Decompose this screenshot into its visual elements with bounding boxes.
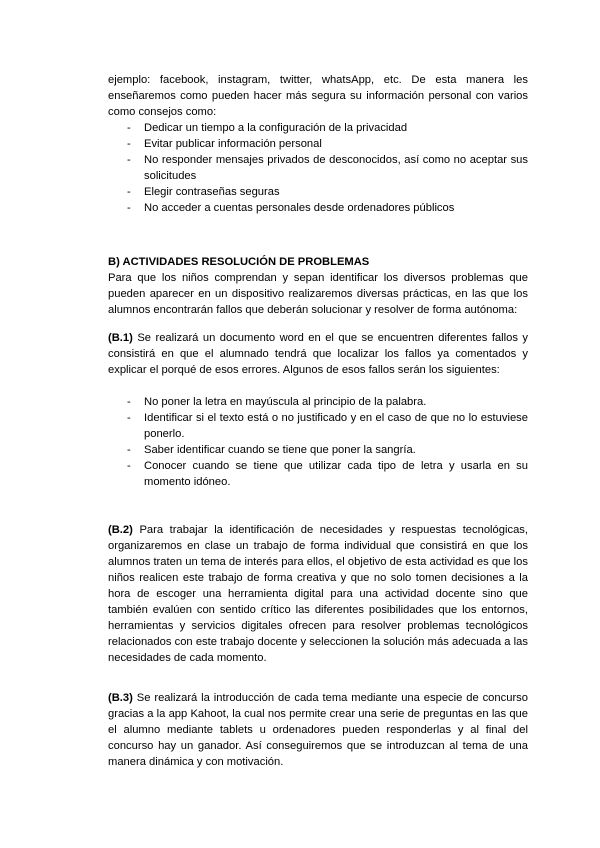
dash-bullet: - bbox=[127, 412, 131, 424]
list-item: - No responder mensajes privados de desconocidos, así como no aceptar sus solicitudes bbox=[127, 154, 528, 182]
activity-b1 bbox=[108, 330, 528, 490]
intro-paragraph: ejemplo: facebook, instagram, twitter, whatsApp, etc. De esta manera les enseñaremos como pueden hacer más segura su información personal con varios como consejos como: bbox=[108, 74, 528, 118]
dash-bullet: - bbox=[127, 460, 131, 472]
list-item: - Elegir contraseñas seguras bbox=[127, 186, 280, 198]
section-heading: B) ACTIVIDADES RESOLUCIÓN DE PROBLEMAS bbox=[108, 256, 370, 268]
activity-b3 bbox=[108, 690, 528, 770]
dash-bullet: - bbox=[127, 396, 131, 408]
dash-bullet: - bbox=[127, 138, 131, 150]
activity-b1-paragraph: (B.1) Se realizará un documento word en el que se encuentren diferentes fallos y consistirá en que el alumnado tendrá que localizar los fallos ya comentados y explicar el porqué de esos errores. Algunos de esos fallos serán los siguientes: bbox=[108, 332, 528, 376]
dash-bullet: - bbox=[127, 202, 131, 214]
activity-b2 bbox=[108, 522, 528, 666]
dash-bullet: - bbox=[127, 186, 131, 198]
activity-b3-paragraph: (B.3) Se realizará la introducción de cada tema mediante una especie de concurso gracias a la app Kahoot, la cual nos permite crear una serie de preguntas en las que el alumno mediante tablets u ordenadores pueden responderlas y al final del concurso hay un ganador. Así conseguiremos que se introduzcan al tema de una manera dinámica y con motivación. bbox=[108, 692, 528, 768]
dash-bullet: - bbox=[127, 444, 131, 456]
activity-label: (B.1) bbox=[108, 332, 133, 344]
section-intro-paragraph: Para que los niños comprendan y sepan identificar los diversos problemas que pueden aparecer en un dispositivo realizaremos diversas prácticas, en las que los alumnos encontrarán fallos que deberán solucionar y resolver de forma autónoma: bbox=[108, 272, 528, 316]
dash-bullet: - bbox=[127, 154, 131, 166]
section-b bbox=[108, 254, 528, 318]
list-item: - Identificar si el texto está o no justificado y en el caso de que no lo estuviese ponerlo. bbox=[127, 412, 528, 440]
privacy-tips-list bbox=[108, 120, 528, 216]
list-item: - No acceder a cuentas personales desde ordenadores públicos bbox=[127, 202, 455, 214]
dash-bullet: - bbox=[127, 122, 131, 134]
list-item: - Evitar publicar información personal bbox=[127, 138, 322, 150]
activity-label: (B.2) bbox=[108, 524, 133, 536]
errors-list bbox=[108, 394, 528, 490]
list-item: - No poner la letra en mayúscula al principio de la palabra. bbox=[127, 396, 427, 408]
intro-section bbox=[108, 72, 528, 216]
activity-label: (B.3) bbox=[108, 692, 133, 704]
activity-b2-paragraph: (B.2) Para trabajar la identificación de necesidades y respuestas tecnológicas, organizaremos en clase un trabajo de forma individual que consistirá en que los alumnos traten un tema de interés para ellos, el objetivo de esta actividad es que los niños realicen este trabajo de forma creativa y que no solo tomen decisiones a la hora de escoger una herramienta digital para una actividad docente sino que también evalúen con sentido crítico las diferentes posibilidades que los entornos, herramientas y servicios digitales ofrecen para resolver problemas tecnológicos relacionados con este trabajo docente y seleccionen la solución más adecuada a las necesidades de cada momento. bbox=[108, 524, 528, 664]
list-item: - Saber identificar cuando se tiene que poner la sangría. bbox=[127, 444, 416, 456]
list-item: - Conocer cuando se tiene que utilizar cada tipo de letra y usarla en su momento idóneo. bbox=[127, 460, 528, 488]
list-item: - Dedicar un tiempo a la configuración de la privacidad bbox=[127, 122, 408, 134]
